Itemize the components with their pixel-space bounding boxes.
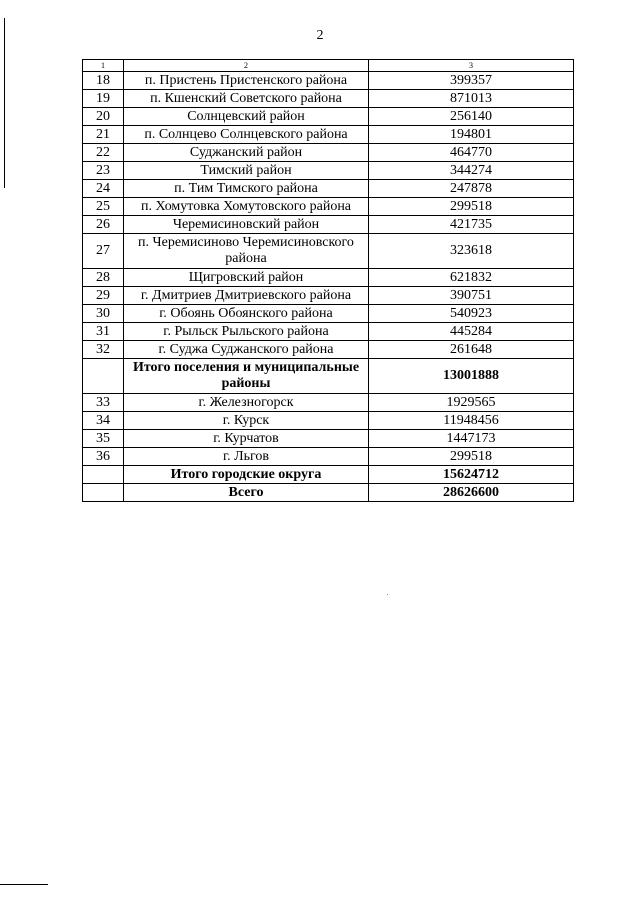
row-value: 344274 [369, 162, 574, 180]
page-number: 2 [316, 28, 324, 43]
row-value: 421735 [369, 216, 574, 234]
row-name: п. Пристень Пристенского района [124, 72, 369, 90]
row-name: г. Дмитриев Дмитриевского района [124, 287, 369, 305]
row-name: г. Курск [124, 412, 369, 430]
row-number [83, 466, 124, 484]
row-number [83, 359, 124, 394]
row-value: 247878 [369, 180, 574, 198]
row-value: 1929565 [369, 394, 574, 412]
row-value: 445284 [369, 323, 574, 341]
row-value: 261648 [369, 341, 574, 359]
table-row [83, 341, 574, 359]
subtotal-row [83, 359, 574, 394]
row-value: 1447173 [369, 430, 574, 448]
row-name: г. Льгов [124, 448, 369, 466]
row-name: г. Суджа Суджанского района [124, 341, 369, 359]
header-col-1: 1 [83, 60, 124, 72]
table-row [83, 72, 574, 90]
row-number: 25 [83, 198, 124, 216]
row-number: 19 [83, 90, 124, 108]
row-number: 32 [83, 341, 124, 359]
subtotal-label: Итого поселения и муниципальные районы [124, 359, 369, 394]
allocation-table [82, 59, 574, 502]
row-number: 36 [83, 448, 124, 466]
table-row [83, 162, 574, 180]
row-name: Тимский район [124, 162, 369, 180]
row-name: Солнцевский район [124, 108, 369, 126]
table-row [83, 108, 574, 126]
row-number: 31 [83, 323, 124, 341]
grand-total-row [83, 484, 574, 502]
table-row [83, 287, 574, 305]
row-number: 34 [83, 412, 124, 430]
row-value: 323618 [369, 234, 574, 269]
grand-total-label: Всего [124, 484, 369, 502]
row-value: 299518 [369, 448, 574, 466]
table-row [83, 198, 574, 216]
row-value: 256140 [369, 108, 574, 126]
row-name: Суджанский район [124, 144, 369, 162]
row-name: г. Рыльск Рыльского района [124, 323, 369, 341]
table-row [83, 448, 574, 466]
subtotal-label: Итого городские округа [124, 466, 369, 484]
row-number: 24 [83, 180, 124, 198]
row-value: 11948456 [369, 412, 574, 430]
row-name: п. Кшенский Советского района [124, 90, 369, 108]
table-row [83, 269, 574, 287]
table-header-row [83, 60, 574, 72]
row-number: 23 [83, 162, 124, 180]
table-row [83, 180, 574, 198]
table-row [83, 90, 574, 108]
row-number: 26 [83, 216, 124, 234]
table-row [83, 323, 574, 341]
row-name: г. Железногорск [124, 394, 369, 412]
row-number: 35 [83, 430, 124, 448]
row-number: 30 [83, 305, 124, 323]
row-value: 621832 [369, 269, 574, 287]
grand-total-value: 28626600 [369, 484, 574, 502]
row-number: 29 [83, 287, 124, 305]
row-number: 28 [83, 269, 124, 287]
subtotal-value: 15624712 [369, 466, 574, 484]
table-row [83, 144, 574, 162]
row-name: г. Обоянь Обоянского района [124, 305, 369, 323]
row-name: п. Черемисиново Черемисиновского района [124, 234, 369, 269]
row-value: 871013 [369, 90, 574, 108]
row-name: Щигровский район [124, 269, 369, 287]
row-value: 540923 [369, 305, 574, 323]
row-number [83, 484, 124, 502]
table-row [83, 126, 574, 144]
row-number: 22 [83, 144, 124, 162]
row-value: 464770 [369, 144, 574, 162]
row-value: 390751 [369, 287, 574, 305]
row-number: 20 [83, 108, 124, 126]
table-row [83, 394, 574, 412]
table-row [83, 305, 574, 323]
scan-margin-line-bottom [0, 884, 48, 885]
row-name: Черемисиновский район [124, 216, 369, 234]
table-row [83, 412, 574, 430]
scan-artifact-dot [387, 594, 388, 595]
row-number: 18 [83, 72, 124, 90]
row-value: 299518 [369, 198, 574, 216]
row-number: 33 [83, 394, 124, 412]
header-col-3: 3 [369, 60, 574, 72]
row-number: 21 [83, 126, 124, 144]
subtotal-value: 13001888 [369, 359, 574, 394]
row-number: 27 [83, 234, 124, 269]
row-value: 399357 [369, 72, 574, 90]
row-name: п. Хомутовка Хомутовского района [124, 198, 369, 216]
row-name: п. Солнцево Солнцевского района [124, 126, 369, 144]
row-name: п. Тим Тимского района [124, 180, 369, 198]
subtotal-row [83, 466, 574, 484]
row-value: 194801 [369, 126, 574, 144]
table-row [83, 430, 574, 448]
header-col-2: 2 [124, 60, 369, 72]
table-row [83, 216, 574, 234]
row-name: г. Курчатов [124, 430, 369, 448]
table-row [83, 234, 574, 269]
